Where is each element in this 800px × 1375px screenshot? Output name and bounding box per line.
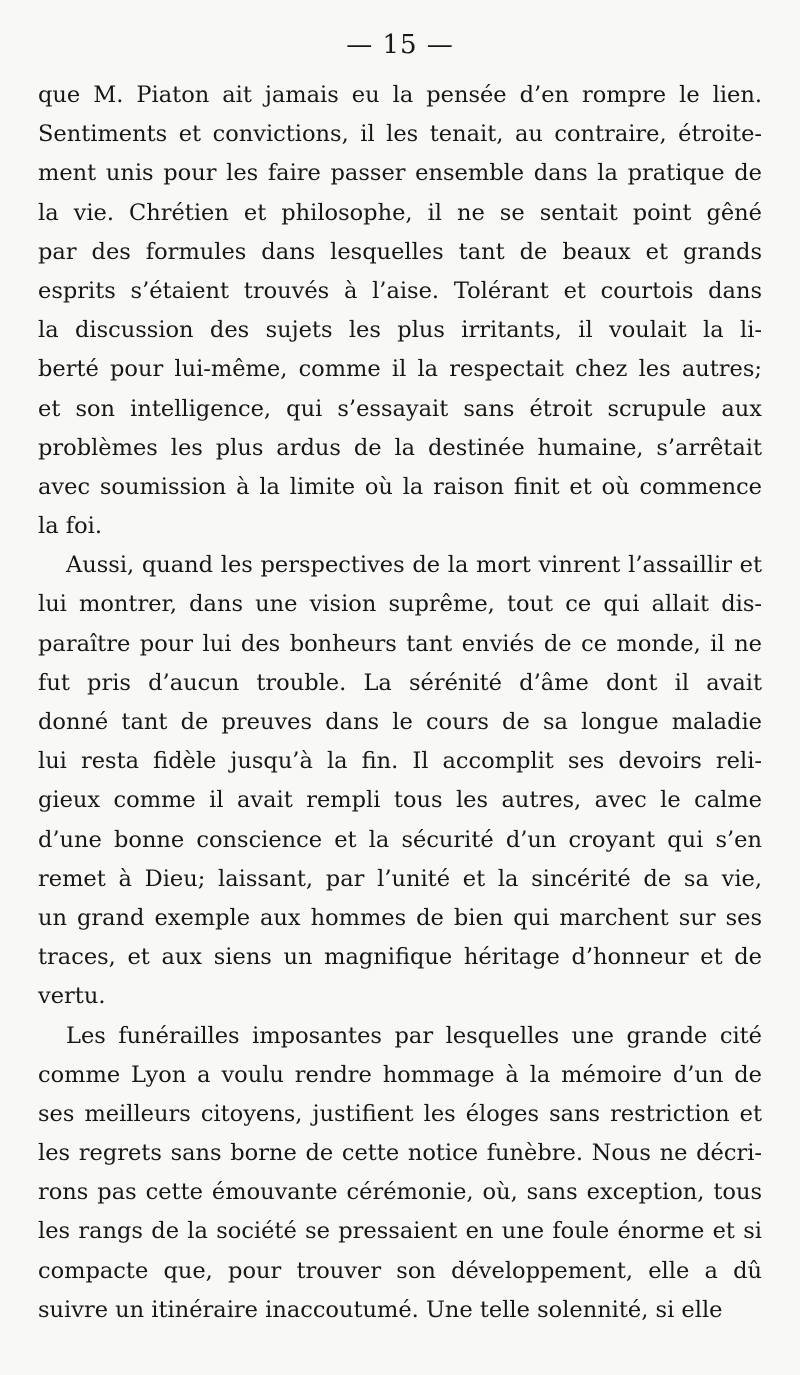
- text-line: rons pas cette émouvante cérémonie, où, sans exception, tous: [38, 1179, 762, 1206]
- text-line: donné tant de preuves dans le cours de sa longue maladie: [38, 709, 762, 735]
- text-line: suivre un itinéraire inaccoutumé. Une telle solennité, si elle: [38, 1296, 723, 1323]
- text-line: lui montrer, dans une vision suprême, tout ce qui allait dis-: [38, 591, 762, 618]
- text-line: un grand exemple aux hommes de bien qui marchent sur ses: [38, 904, 762, 931]
- text-line: ment unis pour les faire passer ensemble dans la pratique de: [38, 160, 762, 187]
- text-line: lui resta fidèle jusqu’à la fin. Il accomplit ses devoirs reli-: [38, 748, 762, 775]
- text-line: Aussi, quand les perspectives de la mort vinrent l’assaillir et: [66, 552, 762, 579]
- text-line: comme Lyon a voulu rendre hommage à la mémoire d’un de: [38, 1061, 762, 1088]
- text-line: et son intelligence, qui s’essayait sans étroit scrupule aux: [38, 395, 762, 422]
- text-line: les rangs de la société se pressaient en une foule énorme et si: [38, 1218, 762, 1245]
- text-line: d’une bonne conscience et la sécurité d’un croyant qui s’en: [38, 826, 762, 853]
- paragraph: [38, 1017, 762, 1331]
- paragraph: [38, 546, 762, 1016]
- text-line: la foi.: [38, 513, 102, 540]
- text-line: Les funérailles imposantes par lesquelles une grande cité: [66, 1022, 762, 1049]
- text-line: gieux comme il avait rempli tous les autres, avec le calme: [38, 787, 762, 814]
- text-line: la discussion des sujets les plus irritants, il voulait la li-: [38, 317, 762, 344]
- text-line: les regrets sans borne de cette notice funèbre. Nous ne décri-: [38, 1140, 762, 1167]
- text-line: Sentiments et convictions, il les tenait, au contraire, étroite-: [38, 121, 762, 148]
- text-line: vertu.: [38, 983, 106, 1010]
- text-line: paraître pour lui des bonheurs tant enviés de ce monde, il ne: [38, 630, 762, 657]
- text-line: par des formules dans lesquelles tant de beaux et grands: [38, 238, 762, 265]
- text-line: avec soumission à la limite où la raison finit et où commence: [38, 473, 762, 500]
- page-number: — 15 —: [346, 30, 454, 60]
- text-line: berté pour lui-même, comme il la respectait chez les autres;: [38, 356, 762, 383]
- text-line: que M. Piaton ait jamais eu la pensée d’en rompre le lien.: [38, 82, 762, 108]
- text-line: ses meilleurs citoyens, justifient les éloges sans restriction et: [38, 1100, 762, 1127]
- paragraph: [38, 76, 762, 546]
- text-line: remet à Dieu; laissant, par l’unité et la sincérité de sa vie,: [38, 865, 762, 892]
- body-text: [38, 76, 762, 1330]
- text-line: esprits s’étaient trouvés à l’aise. Tolérant et courtois dans: [38, 277, 762, 304]
- text-line: fut pris d’aucun trouble. La sérénité d’âme dont il avait: [38, 669, 762, 696]
- text-line: la vie. Chrétien et philosophe, il ne se sentait point gêné: [38, 199, 762, 226]
- text-line: compacte que, pour trouver son développement, elle a dû: [38, 1257, 762, 1284]
- text-line: traces, et aux siens un magnifique héritage d’honneur et de: [38, 944, 762, 971]
- text-line: problèmes les plus ardus de la destinée humaine, s’arrêtait: [38, 434, 762, 461]
